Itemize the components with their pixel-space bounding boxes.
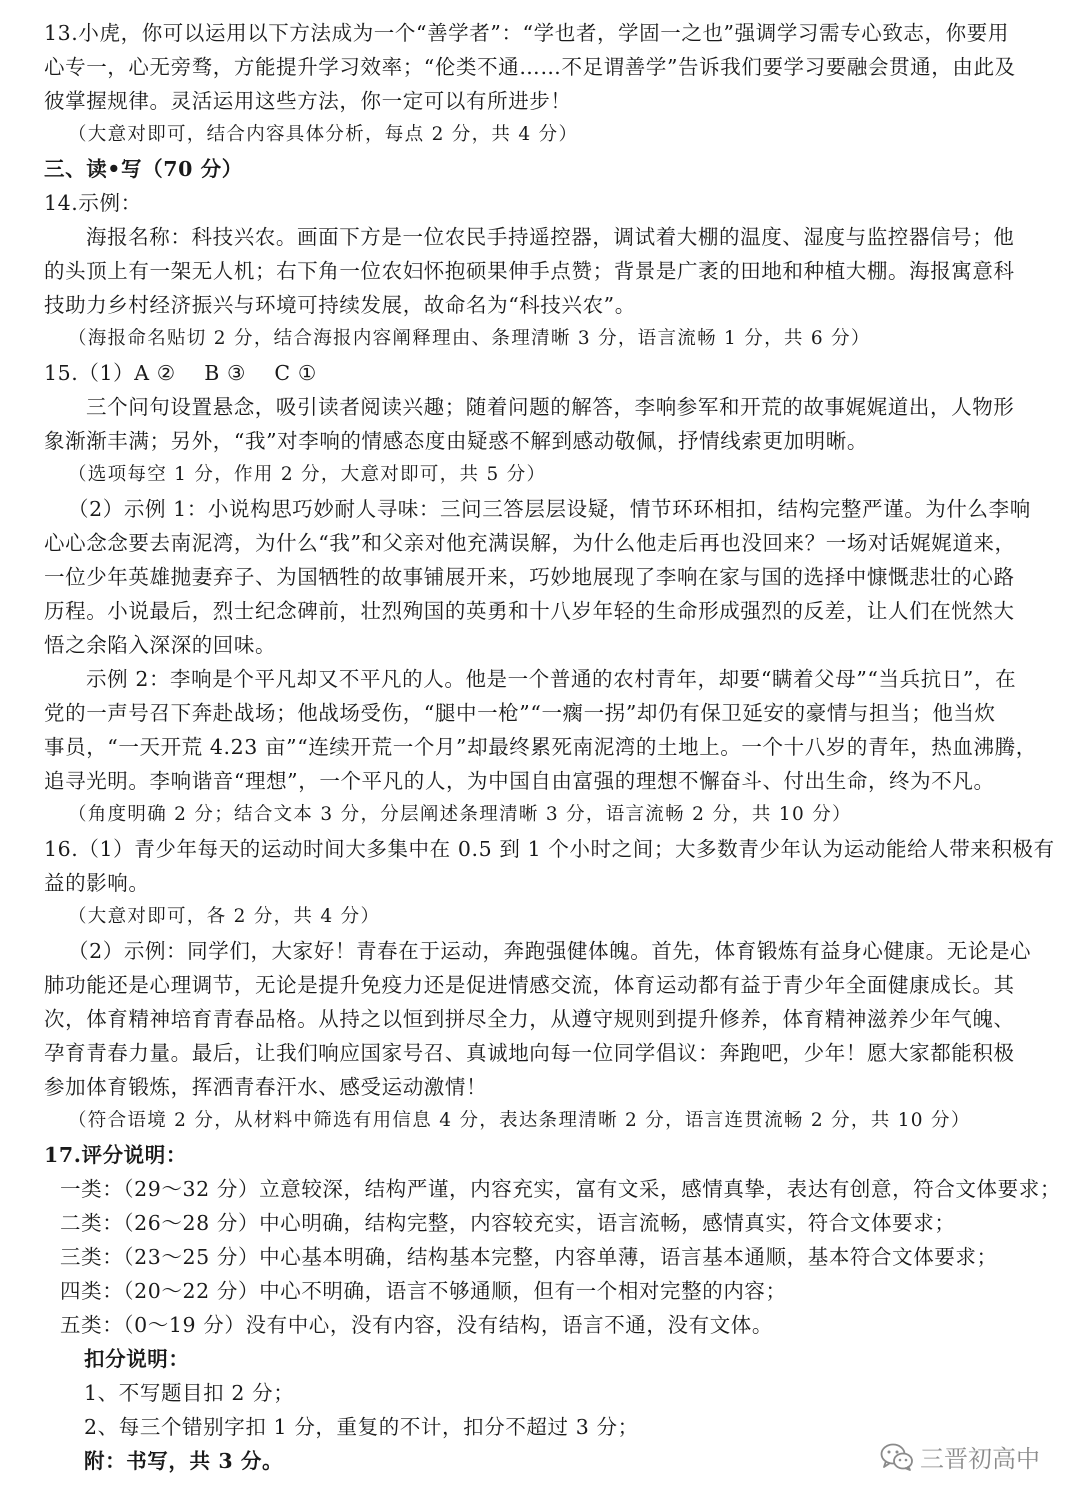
q14-line-1: 海报名称：科技兴农。画面下方是一位农民手持遥控器，调试着大棚的温度、湿度与监控器信号；他 (86, 225, 1015, 249)
q15-part2-line-4: 历程。小说最后，烈士纪念碑前，壮烈殉国的英勇和十八岁年轻的生命形成强烈的反差，让人们在恍然大 (44, 599, 1015, 623)
q15-example2-line-3: 事员，“一天开荒 4.23 亩”“连续开荒一个月”却最终累死南泥湾的土地上。一个十八岁的青年，热血沸腾， (44, 735, 1037, 759)
q14-heading: 14.示例： (44, 191, 142, 215)
answer-key-page (44, 16, 1061, 1478)
q17-category-1: 一类：（29～32 分）立意较深，结构严谨，内容充实，富有文采，感情真挚，表达有创意，符合文体要求； (60, 1177, 1061, 1201)
q15-part2-line-2: 心心念念要去南泥湾，为什么“我”和父亲对他充满误解，为什么他走后再也没回来？一场对话娓娓道来， (44, 531, 1016, 555)
q16-part2-line-2: 肺功能还是心理调节，无论是提升免疫力还是促进情感交流，体育运动都有益于青少年全面健康成长。其 (44, 973, 1015, 997)
q16-part1-scoring-note: （大意对即可，各 2 分，共 4 分） (68, 906, 381, 927)
q13-line-1: 13.小虎，你可以运用以下方法成为一个“善学者”：“学也者，学固一之也”强调学习需专心致志，你要用 (44, 21, 1009, 45)
q16-part2-line-3: 次，体育精神培育青春品格。从持之以恒到拼尽全力，从遵守规则到提升修养，体育精神滋养少年气魄、 (44, 1007, 1015, 1031)
section3-title: 三、读•写（70 分） (44, 157, 243, 181)
q13-line-2: 心专一，心无旁骛，方能提升学习效率；“伦类不通……不足谓善学”告诉我们要学习要融会贯通，由此及 (44, 55, 1016, 79)
q15-part1-line-2: 象渐渐丰满；另外，“我”对李响的情感态度由疑惑不解到感动敬佩，抒情线索更加明晰。 (44, 429, 868, 453)
watermark (880, 1439, 1040, 1474)
q15-example2-line-2: 党的一声号召下奔赴战场；他战场受伤，“腿中一枪”“一瘸一拐”却仍有保卫延安的豪情与担当；他当炊 (44, 701, 996, 725)
q17-appendix: 附：书写，共 3 分。 (84, 1449, 284, 1473)
q16-part1-line-1: 16.（1）青少年每天的运动时间大多集中在 0.5 到 1 个小时之间；大多数青少年认为运动能给人带来积极有 (44, 837, 1055, 861)
q15-part2-line-5: 悟之余陷入深深的回味。 (44, 633, 277, 657)
q16-part1-line-2: 益的影响。 (44, 871, 150, 895)
q16-part2-line-4: 孕育青春力量。最后，让我们响应国家号召、真诚地向每一位同学倡议：奔跑吧，少年！愿大家都能积极 (44, 1041, 1015, 1065)
q17-deduction-2: 2、每三个错别字扣 1 分，重复的不计，扣分不超过 3 分； (84, 1415, 639, 1439)
q13-line-3: 彼掌握规律。灵活运用这些方法，你一定可以有所进步！ (44, 89, 572, 113)
q15-part1-answer: 15.（1）A ② B ③ C ① (44, 361, 317, 385)
q14-line-3: 技助力乡村经济振兴与环境可持续发展，故命名为“科技兴农”。 (44, 293, 636, 317)
q16-part2-line-1: （2）示例：同学们，大家好！青春在于运动，奔跑强健体魄。首先，体育锻炼有益身心健康。无论是心 (68, 939, 1032, 963)
q17-category-2: 二类：（26～28 分）中心明确，结构完整，内容较充实，语言流畅，感情真实，符合文体要求； (60, 1211, 956, 1235)
q15-part1-scoring-note: （选项每空 1 分，作用 2 分，大意对即可，共 5 分） (68, 464, 547, 485)
q14-scoring-note: （海报命名贴切 2 分，结合海报内容阐释理由、条理清晰 3 分，语言流畅 1 分，共 6 分） (68, 328, 871, 349)
q17-deduction-heading: 扣分说明： (84, 1347, 190, 1371)
q15-part2-line-3: 一位少年英雄抛妻弃子、为国牺牲的故事铺展开来，巧妙地展现了李响在家与国的选择中慷慨悲壮的心路 (44, 565, 1015, 589)
q17-heading: 17.评分说明： (44, 1143, 187, 1167)
q16-part2-line-5: 参加体育锻炼，挥洒青春汗水、感受运动激情！ (44, 1075, 488, 1099)
watermark-text: 三晋初高中 (920, 1445, 1040, 1473)
q15-part2-line-1: （2）示例 1：小说构思巧妙耐人寻味：三问三答层层设疑，情节环环相扣，结构完整严谨。为什么李响 (68, 497, 1031, 521)
q17-category-5: 五类：（0～19 分）没有中心，没有内容，没有结构，语言不通，没有文体。 (60, 1313, 773, 1337)
q15-part1-line-1: 三个问句设置悬念，吸引读者阅读兴趣；随着问题的解答，李响参军和开荒的故事娓娓道出，人物形 (86, 395, 1015, 419)
q15-example2-line-1: 示例 2：李响是个平凡却又不平凡的人。他是一个普通的农村青年，却要“瞒着父母”“当兵抗日”，在 (86, 667, 1017, 691)
wechat-icon (880, 1442, 914, 1472)
q13-scoring-note: （大意对即可，结合内容具体分析，每点 2 分，共 4 分） (68, 124, 579, 145)
q15-part2-scoring-note: （角度明确 2 分；结合文本 3 分，分层阐述条理清晰 3 分，语言流畅 2 分，共 10 分） (68, 804, 852, 825)
q17-category-4: 四类：（20～22 分）中心不明确，语言不够通顺，但有一个相对完整的内容； (60, 1279, 787, 1303)
q16-part2-scoring-note: （符合语境 2 分，从材料中筛选有用信息 4 分，表达条理清晰 2 分，语言连贯流畅 2 分，共 10 分） (68, 1110, 971, 1131)
q15-example2-line-4: 追寻光明。李响谐音“理想”，一个平凡的人，为中国自由富强的理想不懈奋斗、付出生命，终为不凡。 (44, 769, 995, 793)
q14-line-2: 的头顶上有一架无人机；右下角一位农妇怀抱硕果伸手点赞；背景是广袤的田地和种植大棚。海报寓意科 (44, 259, 1015, 283)
q17-category-3: 三类：（23～25 分）中心基本明确，结构基本完整，内容单薄，语言基本通顺，基本符合文体要求； (60, 1245, 998, 1269)
q17-deduction-1: 1、不写题目扣 2 分； (84, 1381, 295, 1405)
